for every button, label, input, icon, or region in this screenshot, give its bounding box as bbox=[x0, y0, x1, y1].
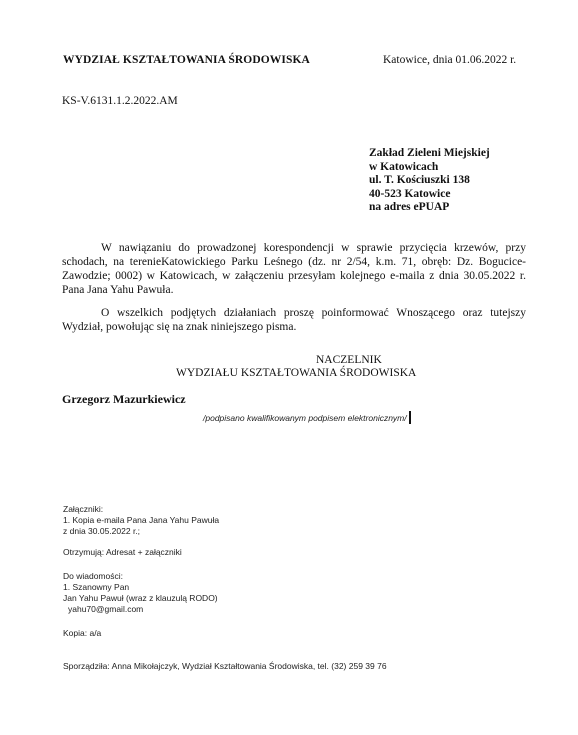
reference-number: KS-V.6131.1.2.2022.AM bbox=[62, 95, 178, 107]
electronic-signature-note bbox=[203, 411, 411, 424]
recipient-line: 40-523 Katowice bbox=[369, 187, 451, 200]
attachments-label: Załączniki: bbox=[63, 504, 104, 514]
recipient-line: w Katowicach bbox=[369, 160, 439, 173]
prepared-by-section bbox=[63, 661, 387, 672]
recipient-address bbox=[369, 147, 490, 215]
place-date: Katowice, dnia 01.06.2022 r. bbox=[383, 54, 517, 66]
copy-section bbox=[63, 628, 101, 639]
signer-name: Grzegorz Mazurkiewicz bbox=[62, 392, 186, 406]
attachment-item-date: z dnia 30.05.2022 r.; bbox=[63, 526, 141, 536]
body-paragraph-1: W nawiązaniu do prowadzonej korespondencji w sprawie przycięcia krzewów, przy schodach, na terenieKatowickiego Parku Leśnego (dz. nr 2/54, k.m. 71, obręb: Dz. Bogucice-Zawodzie; 0002) w Katowicach, w załączeniu przesyłam kolejnego e-maila z dnia 30.05.2022 r. Pana Jana Yahu Pawuła. bbox=[62, 242, 526, 296]
recipient-line: Zakład Zieleni Miejskiej bbox=[369, 147, 490, 159]
recipient-line: na adres ePUAP bbox=[369, 201, 450, 213]
signature-title: NACZELNIK bbox=[316, 354, 382, 366]
for-information-section bbox=[63, 571, 218, 615]
copy-text: Kopia: a/a bbox=[63, 628, 102, 638]
receives-text: Otrzymują: Adresat + załączniki bbox=[63, 547, 182, 557]
electronic-signature-text: /podpisano kwalifikowanym podpisem elektronicznym/ bbox=[203, 413, 407, 423]
text-cursor bbox=[409, 411, 411, 424]
attachments-section bbox=[63, 504, 219, 537]
receives-section bbox=[63, 547, 182, 558]
for-information-email: yahu70@gmail.com bbox=[68, 604, 144, 614]
for-information-item: 1. Szanowny Pan bbox=[63, 582, 130, 592]
prepared-by-text: Sporządziła: Anna Mikołajczyk, Wydział Kształtowania Środowiska, tel. (32) 259 39 76 bbox=[63, 661, 387, 671]
signature-department: WYDZIAŁU KSZTAŁTOWANIA ŚRODOWISKA bbox=[176, 367, 417, 379]
for-information-label: Do wiadomości: bbox=[63, 571, 123, 581]
attachment-item: 1. Kopia e-maila Pana Jana Yahu Pawuła bbox=[63, 515, 220, 525]
recipient-line: ul. T. Kościuszki 138 bbox=[369, 174, 470, 186]
department-header: WYDZIAŁ KSZTAŁTOWANIA ŚRODOWISKA bbox=[63, 54, 310, 66]
for-information-name: Jan Yahu Pawuł (wraz z klauzulą RODO) bbox=[63, 593, 218, 603]
body-paragraph-2: O wszelkich podjętych działaniach proszę poinformować Wnoszącego oraz tutejszy Wydział, powołując się na znak niniejszego pisma. bbox=[62, 307, 526, 333]
